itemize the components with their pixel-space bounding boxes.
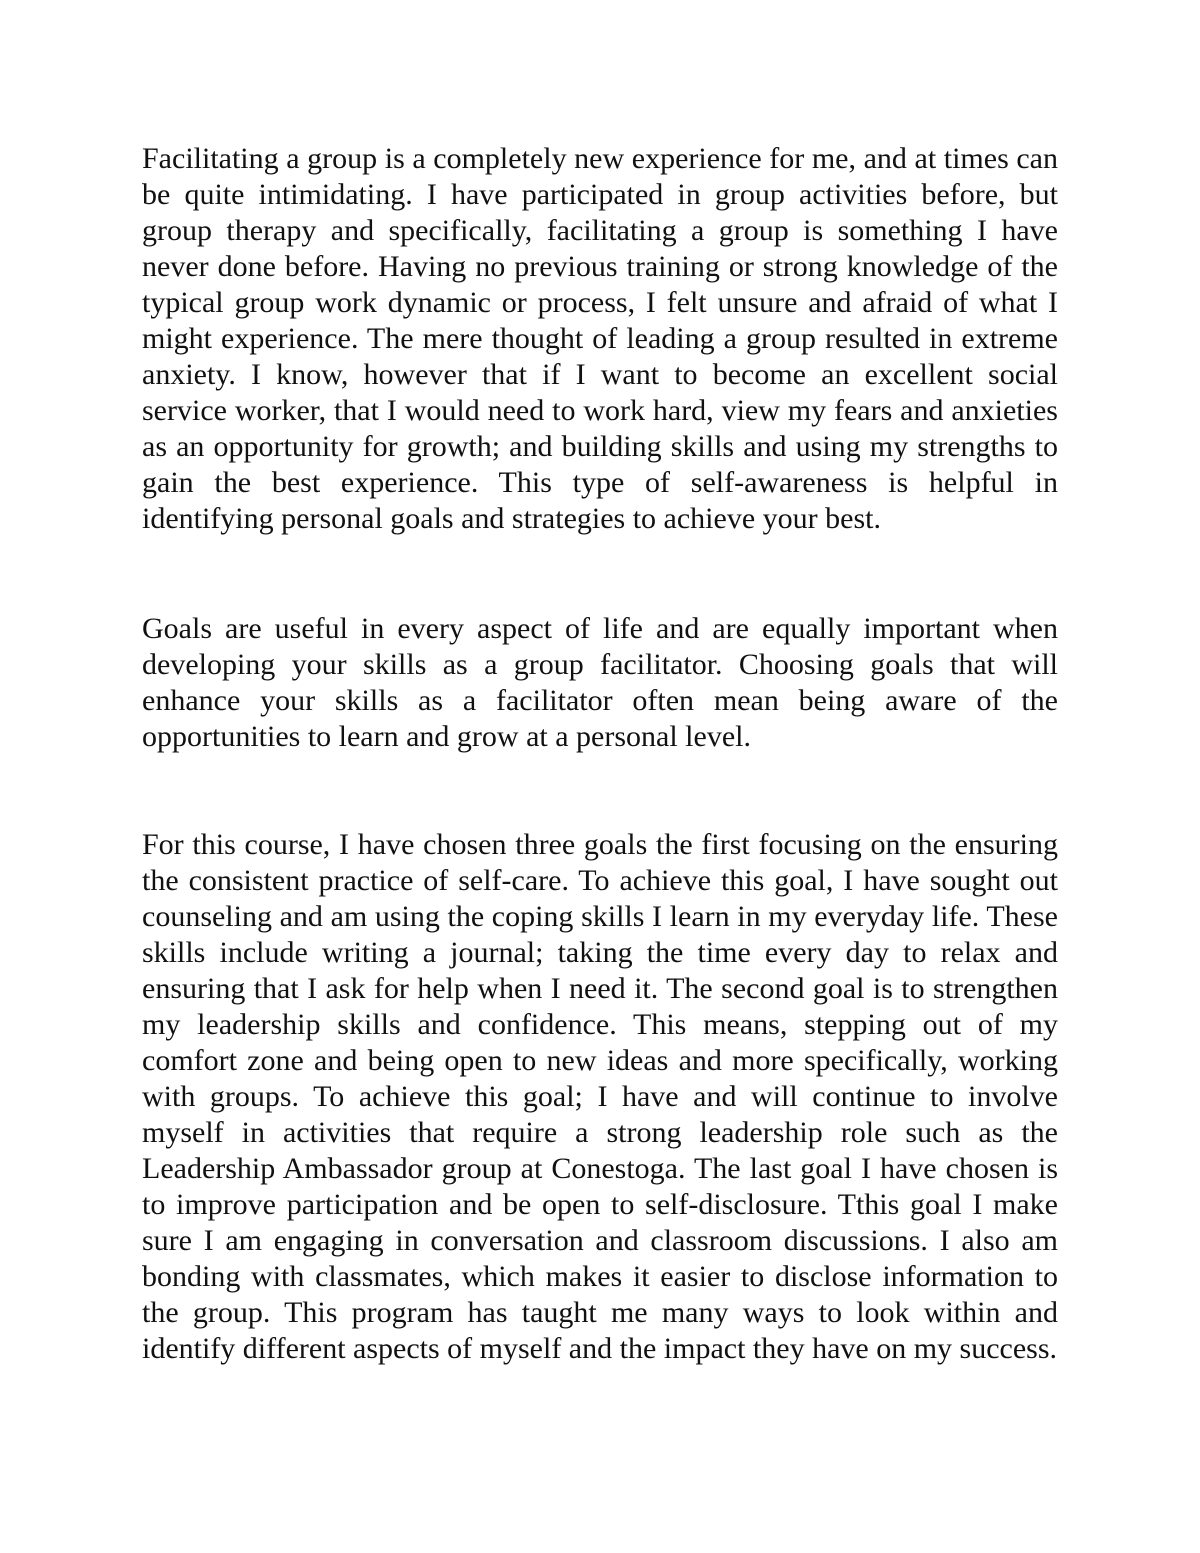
paragraph-course-goals: For this course, I have chosen three goals the first focusing on the ensuring the consistent practice of self-care. To achieve this goal, I have sought out counseling and am using the coping skills I learn in my everyday life. These skills include writing a journal; taking the time every day to relax and ensuring that I ask for help when I need it. The second goal is to strengthen my leadership skills and confidence. This means, stepping out of my comfort zone and being open to new ideas and more specifically, working with groups. To achieve this goal; I have and will continue to involve myself in activities that require a strong leadership role such as the Leadership Ambassador group at Conestoga. The last goal I have chosen is to improve participation and be open to self-disclosure. Tthis goal I make sure I am engaging in conversation and classroom discussions. I also am bonding with classmates, which makes it easier to disclose information to the group. This program has taught me many ways to look within and identify different aspects of myself and the impact they have on my success. xyxy=(142,828,1058,1365)
paragraph-intro: Facilitating a group is a completely new experience for me, and at times can be quite intimidating. I have participated in group activities before, but group therapy and specifically, facilitating a group is something I have never done before. Having no previous training or strong knowledge of the typical group work dynamic or process, I felt unsure and afraid of what I might experience. The mere thought of leading a group resulted in extreme anxiety. I know, however that if I want to become an excellent social service worker, that I would need to work hard, view my fears and anxieties as an opportunity for growth; and building skills and using my strengths to gain the best experience. This type of self-awareness is helpful in identifying personal goals and strategies to achieve your best. xyxy=(142,142,1058,535)
paragraph-goals: Goals are useful in every aspect of life and are equally important when developing your skills as a group facilitator. Choosing goals that will enhance your skills as a facilitator often mean being aware of the opportunities to learn and grow at a personal level. xyxy=(142,612,1058,753)
